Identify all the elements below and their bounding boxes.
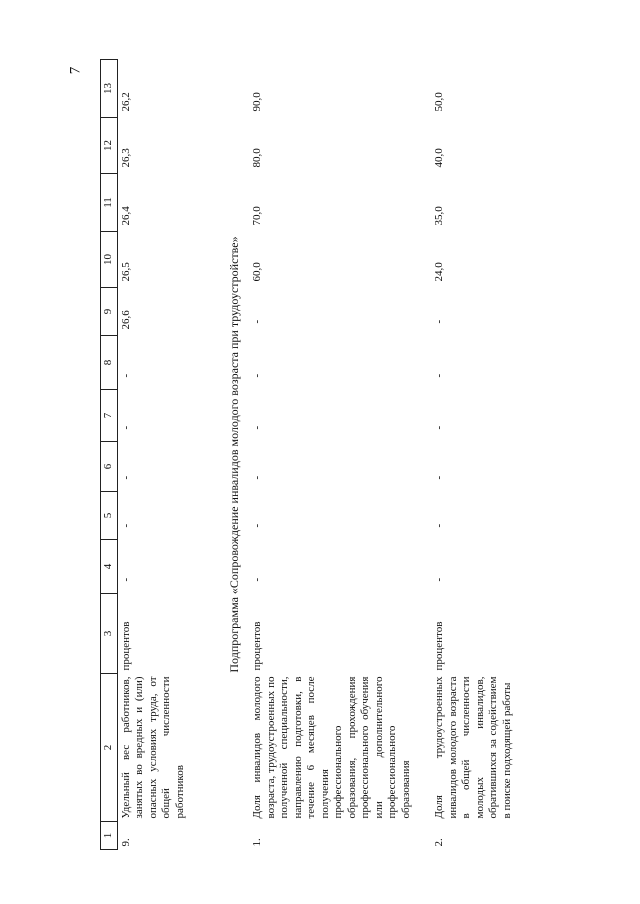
- value-cell: 80,0: [251, 148, 264, 168]
- header-cell: 2: [101, 674, 118, 822]
- value-cell: -: [119, 373, 132, 378]
- value-cell: -: [251, 373, 264, 378]
- value-cell: 26,3: [119, 148, 132, 168]
- table-row: [249, 60, 431, 850]
- header-cell: 6: [101, 442, 118, 492]
- header-cell: 12: [101, 118, 118, 174]
- value-cell: -: [433, 425, 446, 430]
- value-cell: 26,4: [119, 206, 132, 226]
- unit-cell: процентов: [119, 621, 132, 671]
- value-cell: -: [119, 523, 132, 528]
- table-header-row: [101, 60, 118, 850]
- value-cell: 26,2: [119, 92, 132, 112]
- header-cell: 4: [101, 540, 118, 594]
- header-cell: 5: [101, 492, 118, 540]
- header-cell: 11: [101, 174, 118, 232]
- table-row: [431, 60, 555, 850]
- value-cell: 35,0: [433, 206, 446, 226]
- value-cell: -: [433, 577, 446, 582]
- value-cell: 24,0: [433, 262, 446, 282]
- value-cell: -: [119, 425, 132, 430]
- subprogram-title: Подпрограмма «Сопровождение инвалидов молодого возраста при трудоустройстве»: [226, 236, 241, 673]
- value-cell: 26,5: [119, 262, 132, 282]
- subprogram-row: [218, 60, 250, 850]
- rotated-table-sheet: [100, 60, 530, 850]
- header-cell: 7: [101, 390, 118, 442]
- table-row: [117, 60, 218, 850]
- value-cell: -: [433, 319, 446, 324]
- value-cell: -: [251, 577, 264, 582]
- value-cell: 26,6: [119, 310, 132, 330]
- value-cell: -: [119, 475, 132, 480]
- value-cell: 90,0: [251, 92, 264, 112]
- unit-cell: процентов: [251, 621, 264, 671]
- page-number: 7: [67, 66, 84, 75]
- header-cell: 9: [101, 288, 118, 336]
- header-cell: 3: [101, 594, 118, 674]
- value-cell: -: [251, 523, 264, 528]
- row-number: 2.: [433, 838, 446, 847]
- indicator-name: Доля трудоустроенных инвалидов молодого возраста в общей численности молодых инвалидов, обратившихся за содействием в поиске подходящей работы: [433, 676, 513, 819]
- value-cell: 70,0: [251, 206, 264, 226]
- header-cell: 13: [101, 60, 118, 118]
- header-cell: 8: [101, 336, 118, 390]
- indicator-name: Удельный вес работников, занятых во вредных и (или) опасных условиях труда, от общей численности работников: [119, 676, 186, 819]
- value-cell: -: [433, 373, 446, 378]
- header-cell: 1: [101, 822, 118, 850]
- indicator-name: Доля инвалидов молодого возраста, трудоустроенных по полученной специальности, направлению подготовки, в течение 6 месяцев после получения профессионального образования, прохождения профессионального обучения или дополнительного профессионального образования: [251, 676, 412, 819]
- header-cell: 10: [101, 232, 118, 288]
- row-number: 9.: [119, 838, 132, 847]
- unit-cell: процентов: [433, 621, 446, 671]
- row-number: 1.: [251, 838, 264, 847]
- value-cell: 50,0: [433, 92, 446, 112]
- indicators-table: [100, 59, 555, 850]
- value-cell: 60,0: [251, 262, 264, 282]
- value-cell: -: [433, 475, 446, 480]
- value-cell: 40,0: [433, 148, 446, 168]
- value-cell: -: [251, 425, 264, 430]
- value-cell: -: [433, 523, 446, 528]
- value-cell: -: [251, 475, 264, 480]
- value-cell: -: [119, 577, 132, 582]
- value-cell: -: [251, 319, 264, 324]
